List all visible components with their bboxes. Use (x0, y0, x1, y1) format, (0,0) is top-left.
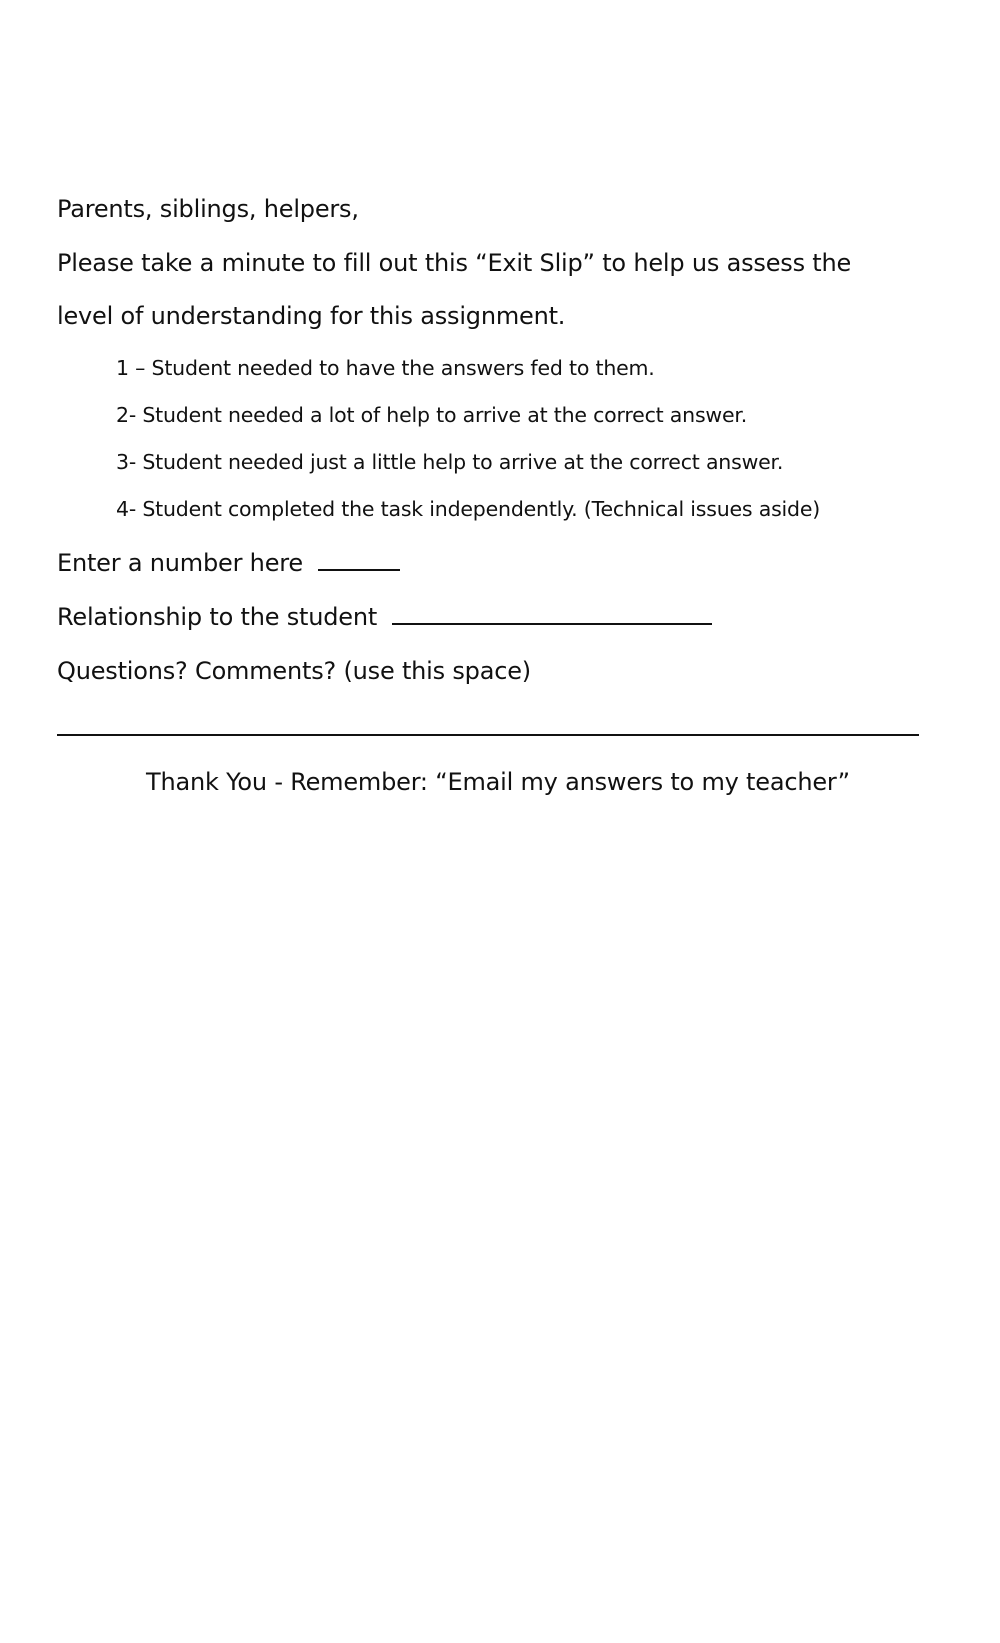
relationship-field-label: Relationship to the student (57, 603, 378, 631)
scale-item-3: 3- Student needed just a little help to arrive at the correct answer. (116, 450, 784, 474)
intro-text-line-1: Please take a minute to fill out this “Exit Slip” to help us assess the (57, 249, 852, 277)
scale-item-2: 2- Student needed a lot of help to arrive at the correct answer. (116, 403, 748, 427)
comments-answer-line[interactable] (57, 734, 919, 736)
intro-text-line-2: level of understanding for this assignment. (57, 302, 566, 330)
number-answer-blank[interactable] (318, 549, 400, 571)
greeting-text: Parents, siblings, helpers, (57, 195, 359, 223)
closing-text: Thank You - Remember: “Email my answers to my teacher” (146, 768, 850, 796)
number-field-row (57, 549, 400, 577)
questions-label: Questions? Comments? (use this space) (57, 657, 531, 685)
relationship-field-row (57, 603, 712, 631)
number-field-label: Enter a number here (57, 549, 303, 577)
scale-item-1: 1 – Student needed to have the answers fed to them. (116, 356, 655, 380)
scale-item-4: 4- Student completed the task independently. (Technical issues aside) (116, 497, 821, 521)
relationship-answer-blank[interactable] (392, 603, 712, 625)
